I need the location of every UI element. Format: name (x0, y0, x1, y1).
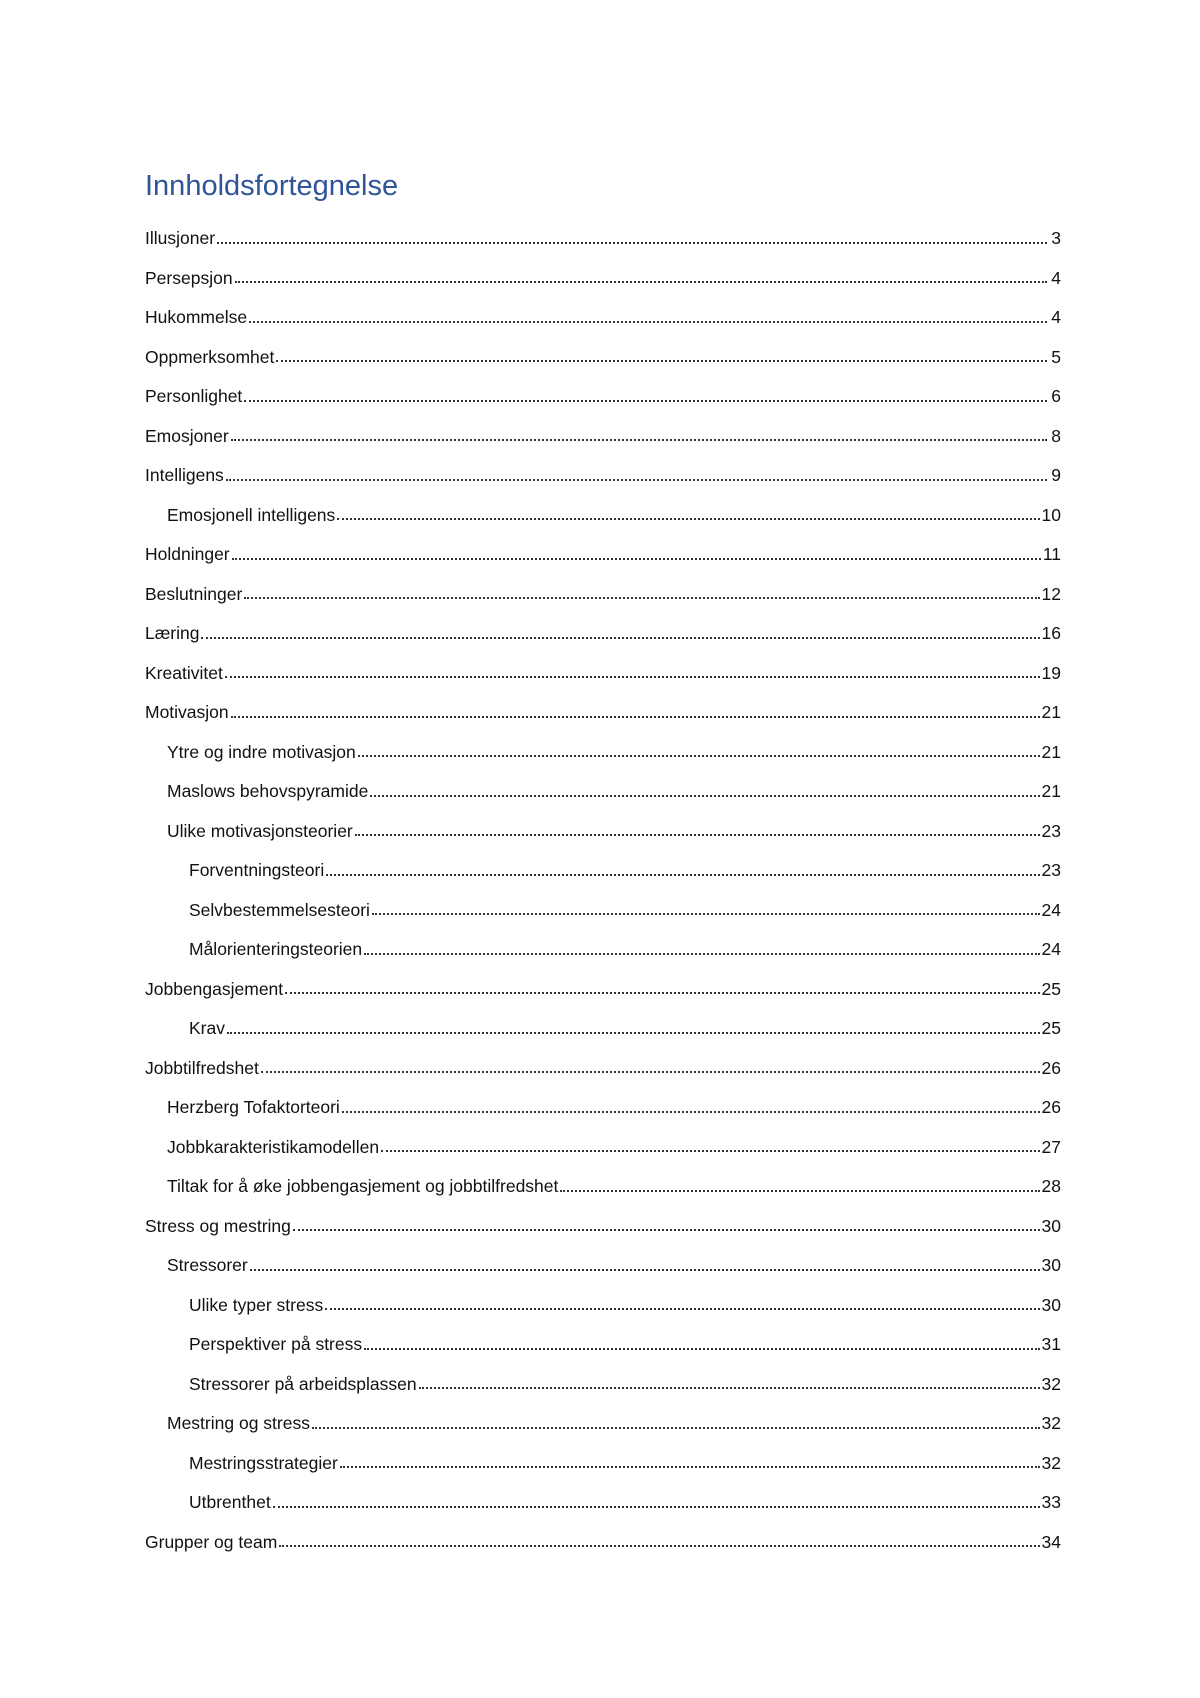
toc-entry[interactable] (145, 1016, 1061, 1056)
toc-entry[interactable] (145, 1095, 1061, 1135)
toc-entry-label[interactable]: Utbrenthet (189, 1492, 271, 1512)
toc-dot-leader (372, 912, 1040, 915)
toc-entry-page-number[interactable]: 6 (1051, 386, 1061, 406)
toc-entry-page-number[interactable]: 16 (1041, 623, 1061, 643)
toc-entry-page-number[interactable]: 3 (1051, 228, 1061, 248)
toc-entry-label[interactable]: Perspektiver på stress (189, 1334, 363, 1354)
toc-entry-label[interactable]: Oppmerksomhet (145, 346, 275, 367)
toc-entry-page-number[interactable]: 30 (1041, 1255, 1061, 1275)
toc-entry-label[interactable]: Jobbengasjement (145, 978, 284, 999)
toc-entry-page-number[interactable]: 4 (1051, 307, 1061, 327)
toc-dot-leader (340, 1465, 1040, 1468)
toc-entry[interactable] (145, 1135, 1061, 1175)
toc-entry-label[interactable]: Ulike typer stress (189, 1294, 324, 1315)
toc-entry[interactable] (145, 384, 1061, 424)
toc-entry-page-number[interactable]: 27 (1041, 1136, 1061, 1157)
toc-entry-label[interactable]: Intelligens (145, 465, 224, 485)
toc-list (145, 226, 1061, 1569)
toc-entry-page-number[interactable]: 11 (1042, 544, 1061, 564)
toc-dot-leader (232, 557, 1041, 560)
toc-entry[interactable] (145, 1372, 1061, 1412)
toc-dot-leader (273, 1505, 1040, 1508)
toc-entry-page-number[interactable]: 21 (1041, 741, 1061, 762)
toc-dot-leader (285, 991, 1039, 994)
toc-entry-label[interactable]: Tiltak for å øke jobbengasjement og jobbtilfredshet (167, 1176, 559, 1196)
toc-entry-label[interactable]: Ulike motivasjonsteorier (167, 820, 353, 841)
toc-entry-label[interactable]: Emosjoner (145, 425, 229, 446)
toc-entry-page-number[interactable]: 9 (1051, 465, 1061, 485)
toc-entry-page-number[interactable]: 21 (1041, 702, 1061, 722)
toc-dot-leader (364, 952, 1039, 955)
toc-dot-leader (226, 478, 1047, 481)
toc-entry[interactable] (145, 1332, 1061, 1372)
toc-dot-leader (231, 438, 1047, 441)
toc-entry-label[interactable]: Mestringsstrategier (189, 1452, 338, 1473)
toc-entry-label[interactable]: Selvbestemmelsesteori (189, 899, 370, 920)
toc-entry[interactable] (145, 661, 1061, 701)
toc-entry[interactable] (145, 1451, 1061, 1491)
toc-entry-label[interactable]: Herzberg Tofaktorteori (167, 1097, 340, 1117)
toc-entry[interactable] (145, 819, 1061, 859)
toc-dot-leader (249, 320, 1047, 323)
toc-entry-page-number[interactable]: 23 (1041, 820, 1061, 841)
toc-entry-page-number[interactable]: 24 (1041, 899, 1061, 920)
toc-entry-label[interactable]: Beslutninger (145, 583, 243, 604)
toc-entry[interactable] (145, 977, 1061, 1017)
toc-dot-leader (217, 241, 1047, 244)
toc-entry-page-number[interactable]: 28 (1041, 1176, 1061, 1196)
toc-entry[interactable] (145, 1530, 1061, 1570)
toc-entry-page-number[interactable]: 24 (1041, 939, 1061, 959)
toc-entry-label[interactable]: Hukommelse (145, 307, 248, 327)
toc-entry-page-number[interactable]: 10 (1041, 504, 1061, 525)
toc-entry-label[interactable]: Motivasjon (145, 702, 229, 722)
toc-dot-leader (325, 1307, 1039, 1310)
toc-entry-page-number[interactable]: 33 (1041, 1492, 1061, 1512)
toc-entry-page-number[interactable]: 5 (1051, 346, 1061, 367)
toc-entry-page-number[interactable]: 12 (1041, 583, 1061, 604)
toc-entry-page-number[interactable]: 32 (1041, 1452, 1061, 1473)
toc-entry-label[interactable]: Maslows behovspyramide (167, 781, 369, 801)
toc-dot-leader (326, 873, 1039, 876)
toc-entry[interactable] (145, 266, 1061, 306)
toc-entry-page-number[interactable]: 25 (1041, 1018, 1061, 1038)
toc-dot-leader (276, 359, 1047, 362)
toc-entry-page-number[interactable]: 32 (1041, 1373, 1061, 1394)
toc-entry-page-number[interactable]: 31 (1041, 1334, 1061, 1354)
toc-entry[interactable] (145, 463, 1061, 503)
toc-entry-page-number[interactable]: 26 (1041, 1097, 1061, 1117)
toc-entry[interactable] (145, 226, 1061, 266)
toc-entry-label[interactable]: Stressorer på arbeidsplassen (189, 1373, 417, 1394)
toc-entry[interactable] (145, 1411, 1061, 1451)
toc-entry-page-number[interactable]: 4 (1051, 267, 1061, 288)
toc-dot-leader (235, 280, 1047, 283)
toc-entry[interactable] (145, 1174, 1061, 1214)
toc-entry[interactable] (145, 1056, 1061, 1096)
toc-dot-leader (381, 1149, 1039, 1152)
toc-entry-page-number[interactable]: 26 (1041, 1057, 1061, 1078)
toc-entry-page-number[interactable]: 25 (1041, 978, 1061, 999)
toc-entry[interactable] (145, 582, 1061, 622)
toc-dot-leader (355, 833, 1040, 836)
toc-entry[interactable] (145, 700, 1061, 740)
toc-dot-leader (419, 1386, 1040, 1389)
toc-entry-page-number[interactable]: 30 (1041, 1215, 1061, 1236)
toc-entry-label[interactable]: Jobbtilfredshet (145, 1057, 259, 1078)
toc-dot-leader (364, 1347, 1039, 1350)
toc-entry[interactable] (145, 740, 1061, 780)
toc-entry-label[interactable]: Mestring og stress (167, 1413, 310, 1433)
toc-entry-label[interactable]: Stressorer (167, 1255, 248, 1275)
toc-entry-page-number[interactable]: 30 (1041, 1294, 1061, 1315)
toc-entry-label[interactable]: Ytre og indre motivasjon (167, 741, 356, 762)
toc-dot-leader (231, 715, 1040, 718)
toc-heading: Innholdsfortegnelse (145, 170, 399, 202)
toc-dot-leader (244, 596, 1039, 599)
toc-dot-leader (293, 1228, 1040, 1231)
toc-entry-label[interactable]: Stress og mestring (145, 1215, 291, 1236)
toc-entry-label[interactable]: Grupper og team (145, 1531, 278, 1552)
toc-dot-leader (358, 754, 1040, 757)
toc-entry-page-number[interactable]: 34 (1041, 1531, 1061, 1552)
toc-entry-page-number[interactable]: 8 (1051, 425, 1061, 446)
toc-entry[interactable] (145, 779, 1061, 819)
toc-dot-leader (201, 636, 1039, 639)
toc-entry-label[interactable]: Læring (145, 623, 200, 643)
toc-dot-leader (261, 1070, 1040, 1073)
toc-dot-leader (250, 1268, 1040, 1271)
toc-entry[interactable] (145, 305, 1061, 345)
toc-entry-label[interactable]: Kreativitet (145, 662, 223, 683)
toc-entry-label[interactable]: Jobbkarakteristikamodellen (167, 1136, 380, 1157)
toc-entry-label[interactable]: Forventningsteori (189, 860, 325, 880)
toc-entry[interactable] (145, 1490, 1061, 1530)
toc-entry-page-number[interactable]: 23 (1041, 860, 1061, 880)
toc-dot-leader (312, 1426, 1040, 1429)
toc-dot-leader (560, 1189, 1039, 1192)
toc-entry[interactable] (145, 503, 1061, 543)
toc-dot-leader (337, 517, 1039, 520)
toc-entry-page-number[interactable]: 32 (1041, 1413, 1061, 1433)
toc-entry[interactable] (145, 424, 1061, 464)
toc-entry[interactable] (145, 542, 1061, 582)
toc-entry-page-number[interactable]: 19 (1041, 662, 1061, 683)
toc-entry-label[interactable]: Emosjonell intelligens (167, 504, 336, 525)
toc-entry[interactable] (145, 1214, 1061, 1254)
toc-dot-leader (227, 1031, 1040, 1034)
toc-entry-label[interactable]: Persepsjon (145, 267, 233, 288)
toc-entry[interactable] (145, 937, 1061, 977)
toc-entry-label[interactable]: Holdninger (145, 544, 230, 564)
toc-dot-leader (225, 675, 1040, 678)
toc-entry[interactable] (145, 1293, 1061, 1333)
toc-dot-leader (279, 1544, 1039, 1547)
toc-entry[interactable] (145, 858, 1061, 898)
toc-entry-label[interactable]: Illusjoner (145, 228, 216, 248)
toc-entry-label[interactable]: Personlighet (145, 386, 243, 406)
toc-entry-label[interactable]: Krav (189, 1018, 225, 1038)
toc-dot-leader (244, 399, 1047, 402)
toc-entry[interactable] (145, 898, 1061, 938)
toc-entry-page-number[interactable]: 21 (1041, 781, 1061, 801)
toc-dot-leader (342, 1110, 1040, 1113)
toc-dot-leader (370, 794, 1039, 797)
toc-entry-label[interactable]: Målorienteringsteorien (189, 939, 363, 959)
toc-entry[interactable] (145, 1253, 1061, 1293)
toc-entry[interactable] (145, 621, 1061, 661)
toc-entry[interactable] (145, 345, 1061, 385)
